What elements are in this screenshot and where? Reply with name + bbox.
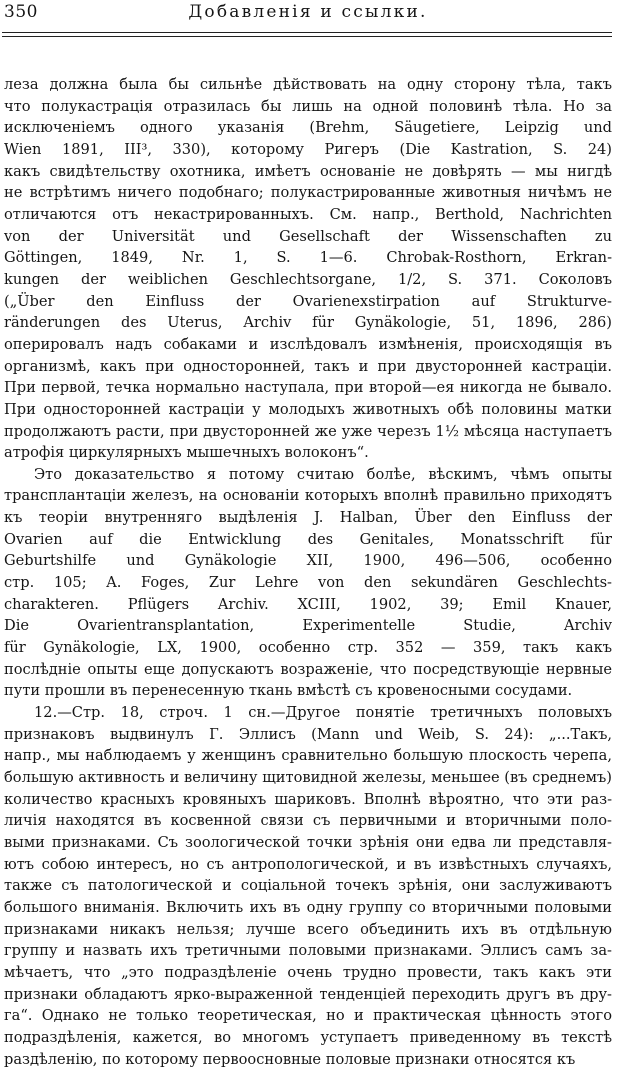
text-line: леза должна была бы сильнѣе дѣйствовать на одну сторону тѣла, такъ	[4, 76, 612, 93]
text-line: раздѣленію, по которому первоосновные половые признаки относятся къ	[4, 1050, 576, 1068]
text-line: Это доказательство я потому считаю болѣе, вѣскимъ, чѣмъ опыты	[34, 465, 612, 483]
text-line: признаковъ выдвинулъ Г. Эллисъ (Mann und Weib, S. 24): „...Такъ,	[4, 725, 612, 743]
text-line: мѣчаетъ, что „это подраздѣленіе очень трудно провести, такъ какъ эти	[4, 963, 612, 981]
text-line: трансплантаціи железъ, на основаніи которыхъ вполнѣ правильно приходятъ	[4, 487, 612, 505]
text-line: Ovarien auf die Entwicklung des Genitales, Monatsschrift für	[4, 530, 612, 548]
text-line: kungen der weiblichen Geschlechtsorgane, 1/2, S. 371. Соколовъ	[4, 270, 612, 288]
text-line: группу и назвать ихъ третичными половыми признаками. Эллисъ самъ за-	[4, 942, 612, 960]
text-line: подраздѣленія, кажется, во многомъ уступаетъ приведенному въ текстѣ	[4, 1028, 612, 1046]
text-line: ränderungen des Uterus, Archiv für Gynäkologie, 51, 1896, 286)	[4, 314, 612, 332]
paragraph	[4, 464, 612, 702]
page-body	[4, 74, 612, 1070]
text-line: атрофія циркулярныхъ мышечныхъ волоконъ“.	[4, 444, 369, 462]
text-line: личія находятся въ косвенной связи съ первичными и вторичными поло-	[4, 812, 612, 830]
text-line: оперировалъ надъ собаками и изслѣдовалъ измѣненія, происходящія въ	[4, 335, 612, 353]
text-line: Die Ovarientransplantation, Experimentelle Studie, Archiv	[4, 617, 612, 635]
text-line: количество красныхъ кровяныхъ шариковъ. Вполнѣ вѣроятно, что эти раз-	[4, 790, 612, 808]
text-line: большую активность и величину щитовидной железы, меньшее (въ среднемъ)	[4, 769, 612, 786]
text-line: напр., мы наблюдаемъ у женщинъ сравнительно большую плоскость черепа,	[4, 747, 612, 765]
text-line: Geburtshilfe und Gynäkologie XII, 1900, 496—506, особенно	[4, 552, 612, 570]
text-line: послѣдніе опыты еще допускаютъ возраженіе, что посредствующіе нервные	[4, 660, 612, 678]
text-line: признаками никакъ нельзя; лучше всего объединить ихъ въ отдѣльную	[4, 920, 612, 938]
page-header	[4, 2, 612, 26]
text-line: продолжаютъ расти, при двусторонней же уже черезъ 1½ мѣсяца наступаетъ	[4, 422, 612, 440]
text-line: выми признаками. Съ зоологической точки зрѣнія они едва ли представля-	[4, 833, 612, 851]
text-line: стр. 105; A. Foges, Zur Lehre von den sekundären Geschlechts-	[4, 574, 612, 592]
text-line: При односторонней кастраціи у молодыхъ животныхъ обѣ половины матки	[4, 400, 612, 418]
text-line: га“. Однако не только теоретическая, но и практическая цѣнность этого	[4, 1007, 612, 1025]
text-line: 12.—Стр. 18, строч. 1 сн.—Другое понятіе третичныхъ половыхъ	[34, 704, 612, 722]
text-line: При первой, течка нормально наступала, при второй—ея никогда не бывало.	[4, 379, 612, 397]
text-line: Wien 1891, III³, 330), которому Ригеръ (Die Kastration, S. 24)	[4, 140, 612, 158]
page-number: 350	[4, 2, 38, 22]
text-line: Göttingen, 1849, Nr. 1, S. 1—6. Chrobak-Rosthorn, Erkran-	[4, 249, 612, 267]
text-line: признаки обладаютъ ярко-выраженной тенденціей переходить другъ въ дру-	[4, 985, 612, 1003]
text-line: организмѣ, какъ при односторонней, такъ и при двусторонней кастраціи.	[4, 357, 612, 375]
text-line: von der Universität und Gesellschaft der Wissenschaften zu	[4, 227, 612, 245]
text-line: къ теоріи внутренняго выдѣленія J. Halban, Über den Einfluss der	[4, 509, 612, 527]
text-line: („Über den Einfluss der Ovarienexstirpation auf Strukturve-	[4, 292, 612, 310]
paragraph	[4, 702, 612, 1070]
header-rule-bottom	[2, 36, 612, 37]
text-line: не встрѣтимъ ничего подобнаго; полукастрированные животныя ничѣмъ не	[4, 184, 612, 202]
running-head: Добавленія и ссылки.	[188, 2, 428, 22]
text-line: ютъ собою интересъ, но съ антропологической, и въ извѣстныхъ случаяхъ,	[4, 855, 612, 873]
text-line: отличаются отъ некастрированныхъ. См. напр., Berthold, Nachrichten	[4, 205, 612, 223]
text-line: также съ патологической и соціальной точекъ зрѣнія, они заслуживаютъ	[4, 877, 612, 895]
text-line: что полукастрація отразилась бы лишь на одной половинѣ тѣла. Но за	[4, 97, 612, 115]
text-line: charakteren. Pflügers Archiv. XCIII, 1902, 39; Emil Knauer,	[4, 595, 612, 613]
text-line: какъ свидѣтельству охотника, имѣетъ основаніе не довѣрять — мы нигдѣ	[4, 162, 612, 180]
header-rule-top	[2, 32, 612, 33]
text-line: пути прошли въ перенесенную ткань вмѣстѣ съ кровеносными сосудами.	[4, 682, 573, 700]
text-line: большого вниманія. Включить ихъ въ одну группу со вторичными половыми	[4, 898, 612, 916]
text-line: исключеніемъ одного указанія (Brehm, Säugetiere, Leipzig und	[4, 119, 612, 137]
text-line: für Gynäkologie, LX, 1900, особенно стр. 352 — 359, такъ какъ	[4, 639, 612, 657]
paragraph	[4, 74, 612, 464]
